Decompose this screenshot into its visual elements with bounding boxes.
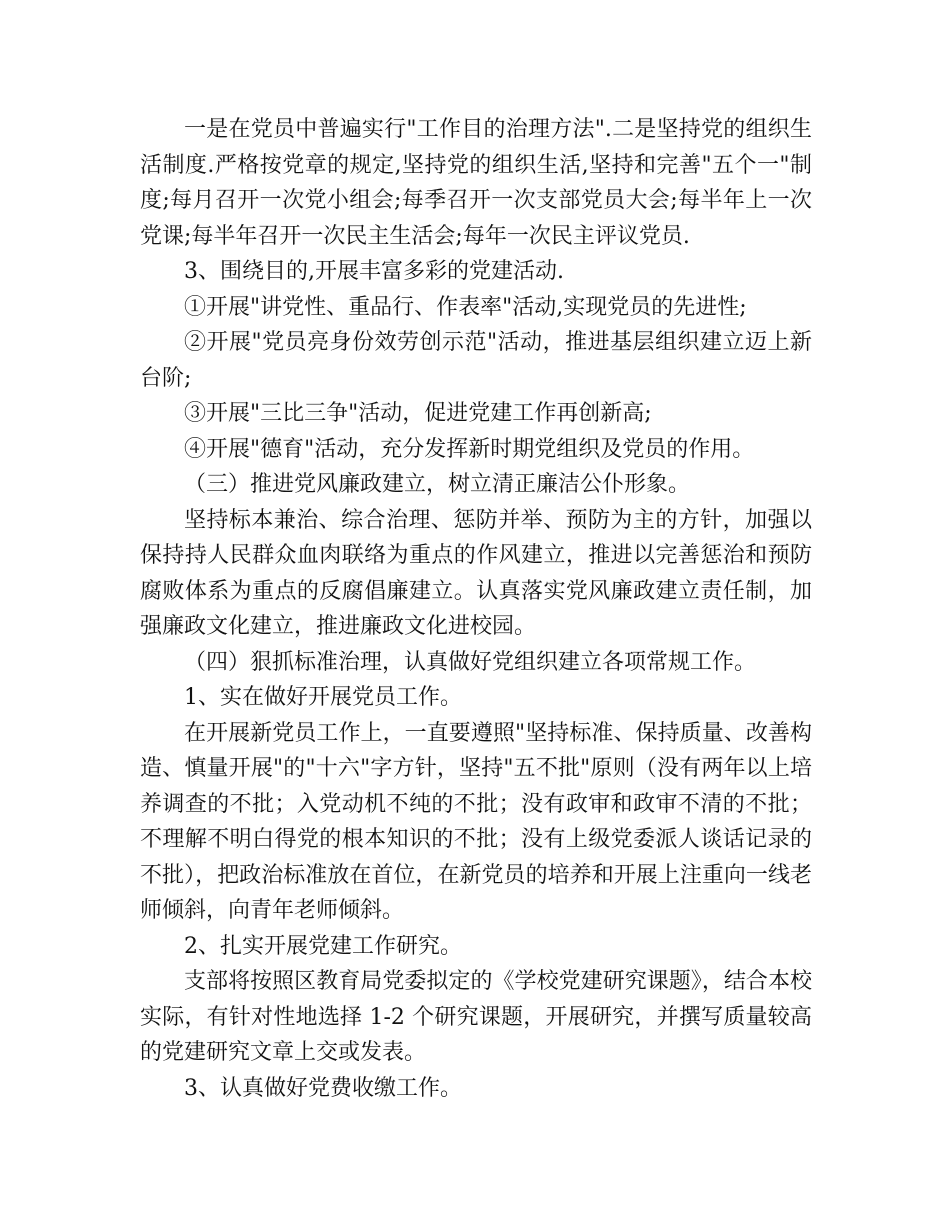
paragraph: ③开展"三比三争"活动，促进党建工作再创新高; bbox=[184, 401, 652, 426]
paragraph: 坚持标本兼治、综合治理、惩防并举、预防为主的方针，加强以保持持人民群众血肉联络为重点的作风建立，推进以完善惩治和预防腐败体系为重点的反腐倡廉建立。认真落实党风廉政建立责任制，加强廉政文化建立，推进廉政文化进校园。 bbox=[140, 507, 812, 639]
paragraph: 在开展新党员工作上，一直要遵照"坚持标准、保持质量、改善构造、慎量开展"的"十六"字方针，坚持"五不批"原则（没有两年以上培养调查的不批；入党动机不纯的不批；没有政审和政审不清的不批；不理解不明白得党的根本知识的不批；没有上级党委派人谈话记录的不批），把政治标准放在首位，在新党员的培养和开展上注重向一线老师倾斜，向青年老师倾斜。 bbox=[140, 720, 812, 923]
section-heading: （四）狠抓标准治理，认真做好党组织建立各项常规工作。 bbox=[184, 649, 757, 675]
paragraph: ①开展"讲党性、重品行、作表率"活动,实现党员的先进性; bbox=[184, 294, 747, 320]
subsection-heading: 3、认真做好党费收缴工作。 bbox=[184, 1075, 462, 1101]
paragraph: ④开展"德育"活动，充分发挥新时期党组织及党员的作用。 bbox=[184, 436, 755, 462]
paragraph: 支部将按照区教育局党委拟定的《学校党建研究课题》，结合本校实际，有针对性地选择 1-2 个研究课题，开展研究，并撰写质量较高的党建研究文章上交或发表。 bbox=[140, 969, 812, 1065]
subsection-heading: 2、扎实开展党建工作研究。 bbox=[184, 933, 462, 959]
paragraph: 一是在党员中普遍实行"工作目的治理方法".二是坚持党的组织生活制度.严格按党章的规定,坚持党的组织生活,坚持和完善"五个一"制度;每月召开一次党小组会;每季召开一次支部党员大会;每半年上一次党课;每半年召开一次民主生活会;每年一次民主评议党员. bbox=[140, 117, 812, 249]
subsection-heading: 1、实在做好开展党员工作。 bbox=[184, 685, 462, 710]
paragraph: 3、围绕目的,开展丰富多彩的党建活动. bbox=[184, 259, 564, 284]
document-body bbox=[140, 112, 812, 1106]
section-heading: （三）推进党风廉政建立，树立清正廉洁公仆形象。 bbox=[184, 472, 691, 497]
paragraph: ②开展"党员亮身份效劳创示范"活动，推进基层组织建立迈上新台阶; bbox=[140, 330, 812, 391]
